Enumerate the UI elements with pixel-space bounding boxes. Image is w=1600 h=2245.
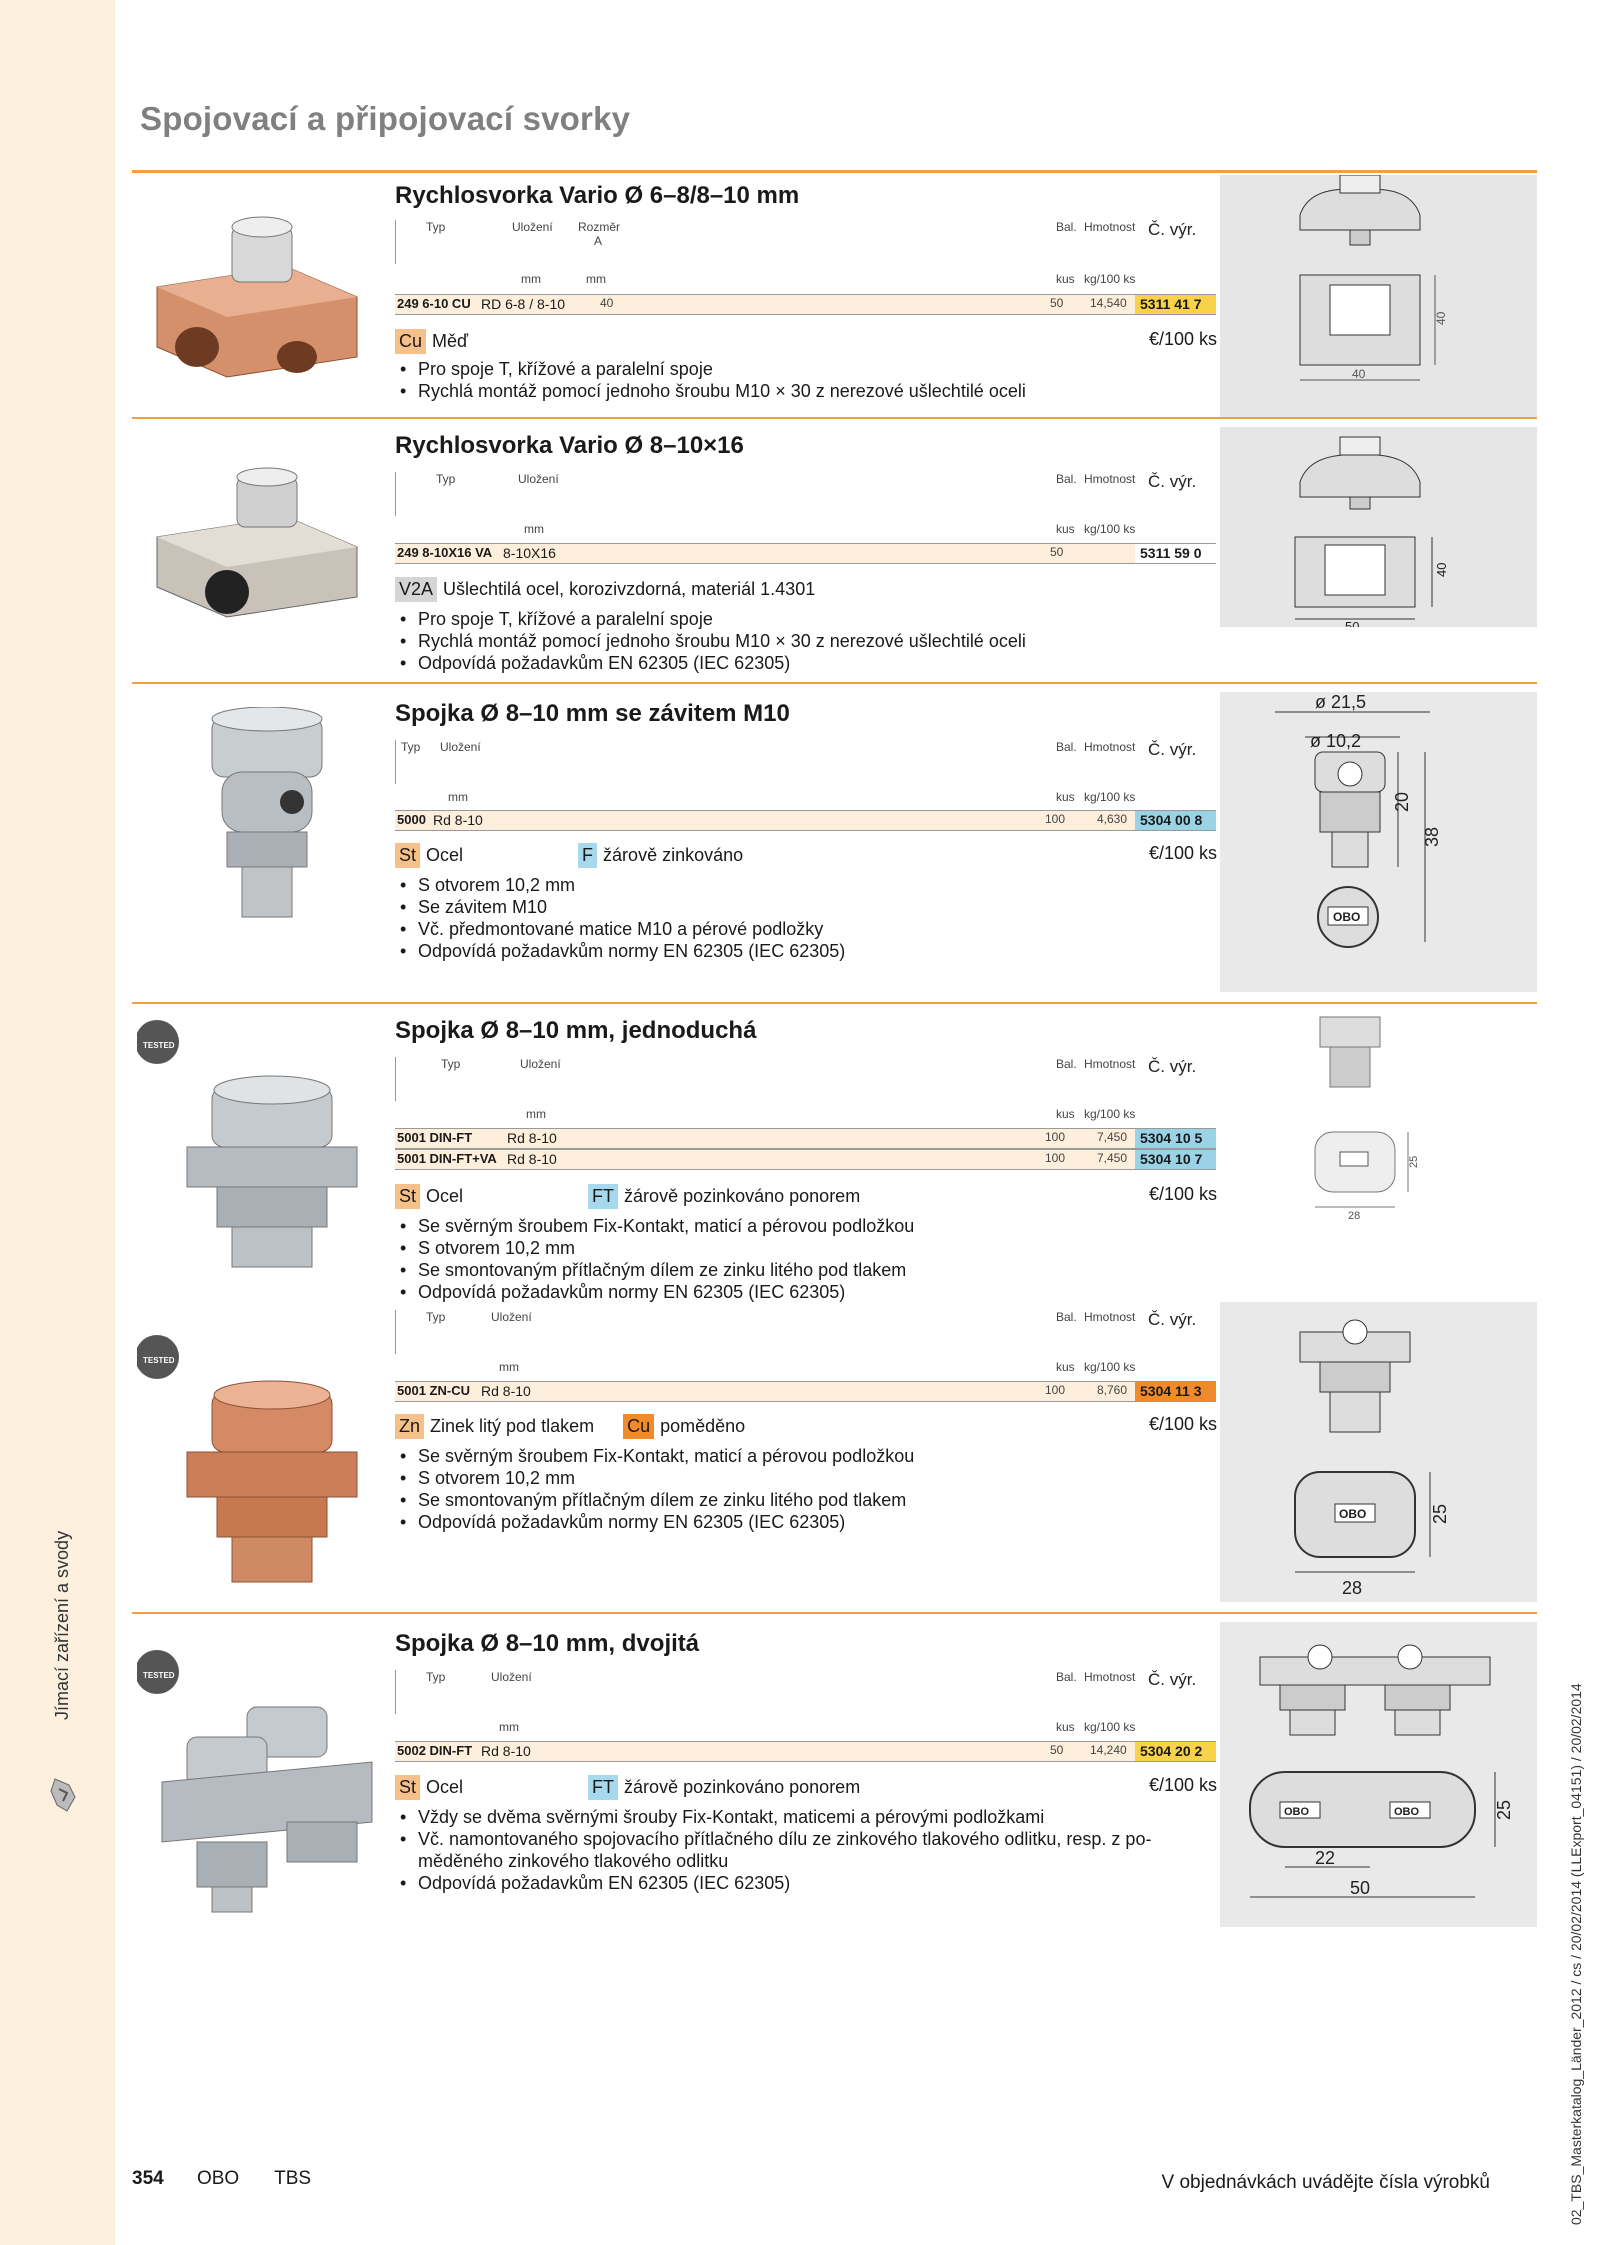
feature-item: • Se závitem M10 (398, 896, 845, 918)
cell-ulozeni: Rd 8-10 (481, 1383, 531, 1399)
dim-outer-diameter: ø 21,5 (1315, 692, 1367, 712)
unit: kg/100 ks (1084, 1360, 1136, 1374)
material-line (395, 577, 815, 602)
feature-item: • Vč. namontovaného spojovacího přítlačného dílu ze zinkového tlakového odlitku, resp. z po-měděného zinkového tlakového odlitku (398, 1828, 1218, 1872)
col-ulozeni: Uložení (491, 1670, 532, 1684)
material-line (395, 329, 468, 354)
section-title: Spojka Ø 8–10 mm, jednoduchá (395, 1017, 757, 1044)
feature-item: • Se svěrným šroubem Fix-Kontakt, maticí a pérovou podložkou (398, 1445, 914, 1467)
feature-item: • Odpovídá požadavkům normy EN 62305 (IEC 62305) (398, 1281, 914, 1303)
unit: mm (499, 1360, 519, 1374)
technical-drawing (1220, 1622, 1537, 1927)
cell-hmotnost: 14,240 (1090, 1743, 1127, 1757)
col-typ: Typ (436, 472, 456, 486)
cell-hmotnost: 7,450 (1097, 1130, 1128, 1144)
material-line (395, 1184, 860, 1209)
cell-typ: 5002 DIN-FT (397, 1743, 473, 1758)
product-section (132, 1002, 1537, 1302)
col-bal: Bal. (1056, 1670, 1077, 1684)
cell-cvyr: 5311 41 7 (1135, 295, 1216, 314)
feature-item: • Odpovídá požadavkům normy EN 62305 (IEC 62305) (398, 940, 845, 962)
cell-hmotnost: 14,540 (1090, 296, 1127, 310)
unit: kg/100 ks (1084, 272, 1136, 286)
footer-note: V objednávkách uvádějte čísla výrobků (1161, 2172, 1490, 2193)
technical-drawing (1220, 427, 1537, 627)
tested-badge: TESTED (143, 1041, 175, 1050)
cell-hmotnost: 7,450 (1097, 1151, 1128, 1165)
col-ulozeni: Uložení (491, 1310, 532, 1324)
cell-ulozeni: RD 6-8 / 8-10 (481, 296, 566, 312)
technical-drawing (1220, 692, 1537, 992)
unit: kus (1056, 1107, 1075, 1121)
product-section (132, 417, 1537, 682)
cell-cvyr: 5304 10 7 (1135, 1150, 1216, 1169)
product-section (132, 172, 1537, 417)
page-number: 354 (132, 2168, 164, 2189)
cell-bal: 50 (1050, 545, 1064, 559)
cell-ulozeni: Rd 8-10 (481, 1743, 531, 1759)
col-bal: Bal. (1056, 1057, 1077, 1071)
cell-ulozeni: Rd 8-10 (507, 1130, 557, 1146)
section-title: Rychlosvorka Vario Ø 8–10×16 (395, 432, 744, 459)
cell-bal: 100 (1045, 1151, 1066, 1165)
dim-width: 40 (1352, 367, 1366, 381)
dim-height: 40 (1434, 562, 1449, 577)
material-badge: St (395, 843, 420, 868)
material-badge: V2A (395, 577, 437, 602)
technical-drawing (1220, 1302, 1537, 1602)
dim-hole-diameter: ø 10,2 (1310, 731, 1362, 751)
material-line (395, 1414, 745, 1439)
dim-width: 28 (1342, 1578, 1363, 1598)
col-bal: Bal. (1056, 220, 1077, 234)
col-cvyr: Č. výr. (1148, 472, 1197, 491)
dim-height: 25 (1408, 1155, 1420, 1168)
dim-inner-width: 22 (1315, 1848, 1336, 1868)
price-unit: €/100 ks (1148, 1414, 1217, 1434)
tested-badge: TESTED (143, 1671, 175, 1680)
feature-item: • Rychlá montáž pomocí jednoho šroubu M10 × 30 z nerezové ušlechtilé oceli (398, 630, 1026, 652)
finish-badge: FT (588, 1775, 618, 1800)
cell-cvyr: 5304 00 8 (1135, 811, 1216, 830)
section-rule (132, 1612, 1537, 1614)
col-bal: Bal. (1056, 740, 1077, 754)
cell-bal: 100 (1045, 1130, 1066, 1144)
cell-cvyr: 5311 59 0 (1135, 544, 1216, 563)
cell-bal: 100 (1045, 1383, 1066, 1397)
col-cvyr: Č. výr. (1148, 1670, 1197, 1689)
table-row (395, 1741, 1216, 1762)
material-line (395, 843, 743, 868)
col-ulozeni: Uložení (440, 740, 481, 754)
unit: kg/100 ks (1084, 1107, 1136, 1121)
material-line (395, 1775, 860, 1800)
feature-item: • Se svěrným šroubem Fix-Kontakt, maticí a pérovou podložkou (398, 1215, 914, 1237)
col-ulozeni: Uložení (512, 220, 553, 234)
price-unit: €/100 ks (1148, 843, 1217, 863)
feature-item: • Rychlá montáž pomocí jednoho šroubu M10 × 30 z nerezové ušlechtilé oceli (398, 380, 1026, 402)
feature-item: • S otvorem 10,2 mm (398, 874, 845, 896)
col-cvyr: Č. výr. (1148, 220, 1197, 239)
unit: kus (1056, 272, 1075, 286)
side-category-label: Jímací zařízení a svody (52, 1530, 72, 1720)
col-cvyr: Č. výr. (1148, 1057, 1197, 1076)
cell-cvyr: 5304 20 2 (1135, 1742, 1216, 1761)
material-text: Ocel (426, 1186, 464, 1206)
cell-cvyr: 5304 10 5 (1135, 1129, 1216, 1148)
table-row (395, 294, 1216, 315)
tested-badge: TESTED (143, 1356, 175, 1365)
catalog-code: 02_TBS_Masterkatalog_Länder_2012 / cs / 20/02/2014 (LLExport_04151) / 20/02/2014 (1568, 1683, 1584, 2225)
col-cvyr: Č. výr. (1148, 740, 1197, 759)
unit: kg/100 ks (1084, 790, 1136, 804)
dim-thread-length: 20 (1392, 791, 1412, 812)
cell-bal: 50 (1050, 296, 1064, 310)
price-unit: €/100 ks (1148, 1775, 1217, 1795)
cell-ulozeni: Rd 8-10 (433, 812, 483, 828)
material-badge: Cu (395, 329, 426, 354)
col-typ: Typ (426, 1670, 446, 1684)
col-bal: Bal. (1056, 472, 1077, 486)
product-photo (137, 207, 387, 397)
table-row (395, 1381, 1216, 1402)
material-text: Zinek litý pod tlakem (430, 1416, 595, 1436)
product-photo (137, 1312, 387, 1602)
obo-logo: OBO (1394, 1806, 1420, 1818)
table-header (395, 1057, 1217, 1121)
section-rule (132, 417, 1537, 419)
dim-width: 28 (1348, 1210, 1361, 1222)
feature-item: • Pro spoje T, křížové a paralelní spoje (398, 358, 1026, 380)
unit: kg/100 ks (1084, 1720, 1136, 1734)
unit: mm (521, 272, 541, 286)
product-section (132, 1612, 1537, 1932)
col-hmotnost: Hmotnost (1084, 1310, 1136, 1324)
left-color-strip (0, 0, 115, 2245)
col-cvyr: Č. výr. (1148, 1310, 1197, 1329)
feature-list (398, 874, 845, 962)
product-photo (137, 457, 387, 637)
cell-hmotnost: 8,760 (1097, 1383, 1128, 1397)
table-header (395, 220, 1217, 286)
footer-left (132, 2168, 341, 2190)
feature-item: • Pro spoje T, křížové a paralelní spoje (398, 608, 1026, 630)
feature-item: • Odpovídá požadavkům EN 62305 (IEC 62305) (398, 652, 1026, 674)
col-typ: Typ (401, 740, 421, 754)
unit: kg/100 ks (1084, 522, 1136, 536)
material-text: Ušlechtilá ocel, korozivzdorná, materiál 1.4301 (443, 579, 816, 599)
obo-logo: OBO (1339, 1507, 1367, 1521)
section-rule (132, 1002, 1537, 1004)
cell-ulozeni: 8-10X16 (503, 545, 556, 561)
dim-total-height: 38 (1422, 826, 1442, 847)
unit: mm (586, 272, 606, 286)
table-header (395, 1310, 1217, 1374)
material-text: Ocel (426, 845, 464, 865)
feature-item: • S otvorem 10,2 mm (398, 1237, 914, 1259)
material-text: Měď (432, 331, 469, 351)
feature-list (398, 1215, 914, 1303)
cell-hmotnost: 4,630 (1097, 812, 1128, 826)
table-header (395, 1670, 1217, 1734)
cell-typ: 249 6-10 CU (397, 296, 471, 311)
col-ulozeni: Uložení (518, 472, 559, 486)
cell-typ: 5001 DIN-FT+VA (397, 1151, 497, 1166)
product-photo (137, 1012, 387, 1302)
col-typ: Typ (426, 1310, 446, 1324)
feature-list (398, 1806, 1218, 1894)
dim-height: 40 (1434, 311, 1448, 325)
cell-bal: 100 (1045, 812, 1066, 826)
material-badge: St (395, 1775, 420, 1800)
feature-item: • Vždy se dvěma svěrnými šrouby Fix-Kontakt, maticemi a pérovými podložkami (398, 1806, 1218, 1828)
unit: mm (499, 1720, 519, 1734)
finish-badge: F (578, 843, 597, 868)
technical-drawing (1220, 175, 1537, 417)
unit: mm (526, 1107, 546, 1121)
finish-text: žárově zinkováno (603, 845, 744, 865)
footer-brand: OBO (196, 2168, 240, 2189)
feature-item: • Se smontovaným přítlačným dílem ze zinku litého pod tlakem (398, 1259, 914, 1281)
price-unit: €/100 ks (1148, 1184, 1217, 1204)
finish-badge: Cu (623, 1414, 654, 1439)
feature-item: • Odpovídá požadavkům normy EN 62305 (IEC 62305) (398, 1511, 914, 1533)
col-ulozeni: Uložení (520, 1057, 561, 1071)
material-text: Ocel (426, 1777, 464, 1797)
finish-text: žárově pozinkováno ponorem (624, 1777, 861, 1797)
table-row (395, 810, 1216, 831)
cell-typ: 249 8-10X16 VA (397, 545, 493, 560)
product-photo (137, 1632, 387, 1922)
obo-logo: OBO (1284, 1806, 1310, 1818)
col-typ: Typ (426, 220, 446, 234)
dim-total-width: 50 (1350, 1878, 1371, 1898)
col-hmotnost: Hmotnost (1084, 472, 1136, 486)
feature-list (398, 358, 1026, 402)
cell-typ: 5001 DIN-FT (397, 1130, 473, 1145)
col-hmotnost: Hmotnost (1084, 220, 1136, 234)
section-rule (132, 682, 1537, 684)
cell-typ: 5000 (397, 812, 426, 827)
dim-height: 25 (1494, 1799, 1514, 1820)
cell-cvyr: 5304 11 3 (1135, 1382, 1216, 1401)
feature-list (398, 1445, 914, 1533)
finish-text: žárově pozinkováno ponorem (624, 1186, 861, 1206)
unit: kus (1056, 522, 1075, 536)
unit: kus (1056, 1360, 1075, 1374)
product-photo (137, 707, 387, 927)
feature-item: • Odpovídá požadavkům EN 62305 (IEC 62305) (398, 1872, 1218, 1894)
table-header (395, 472, 1217, 536)
obo-logo: OBO (1333, 910, 1361, 924)
feature-item: • Se smontovaným přítlačným dílem ze zinku litého pod tlakem (398, 1489, 914, 1511)
material-badge: St (395, 1184, 420, 1209)
lightning-rod-icon (47, 1775, 81, 1820)
product-section (132, 682, 1537, 1002)
cell-ulozeni: Rd 8-10 (507, 1151, 557, 1167)
page-title: Spojovací a připojovací svorky (140, 100, 631, 137)
table-row (395, 1149, 1216, 1170)
material-badge: Zn (395, 1414, 424, 1439)
section-title: Spojka Ø 8–10 mm, dvojitá (395, 1630, 700, 1657)
feature-item: • S otvorem 10,2 mm (398, 1467, 914, 1489)
table-row (395, 1128, 1216, 1149)
finish-text: poměděno (660, 1416, 746, 1436)
finish-badge: FT (588, 1184, 618, 1209)
feature-item: • Vč. předmontované matice M10 a pérové podložky (398, 918, 845, 940)
cell-bal: 50 (1050, 1743, 1064, 1757)
price-unit: €/100 ks (1148, 329, 1217, 349)
table-header (395, 740, 1217, 804)
technical-drawing (1220, 1012, 1537, 1227)
col-hmotnost: Hmotnost (1084, 1057, 1136, 1071)
col-hmotnost: Hmotnost (1084, 740, 1136, 754)
product-section (132, 1292, 1537, 1612)
col-hmotnost: Hmotnost (1084, 1670, 1136, 1684)
table-row (395, 543, 1216, 564)
unit: kus (1056, 1720, 1075, 1734)
unit: kus (1056, 790, 1075, 804)
footer-division: TBS (274, 2168, 312, 2189)
cell-rozmer: 40 (600, 296, 614, 310)
dim-height: 25 (1430, 1503, 1450, 1524)
col-typ: Typ (441, 1057, 461, 1071)
section-title: Rychlosvorka Vario Ø 6–8/8–10 mm (395, 182, 800, 209)
dim-width: 50 (1345, 619, 1360, 627)
col-rozmer: Rozměr A (578, 220, 621, 248)
col-bal: Bal. (1056, 1310, 1077, 1324)
unit: mm (448, 790, 468, 804)
section-title: Spojka Ø 8–10 mm se závitem M10 (395, 700, 790, 727)
feature-list (398, 608, 1026, 674)
cell-typ: 5001 ZN-CU (397, 1383, 470, 1398)
unit: mm (524, 522, 544, 536)
